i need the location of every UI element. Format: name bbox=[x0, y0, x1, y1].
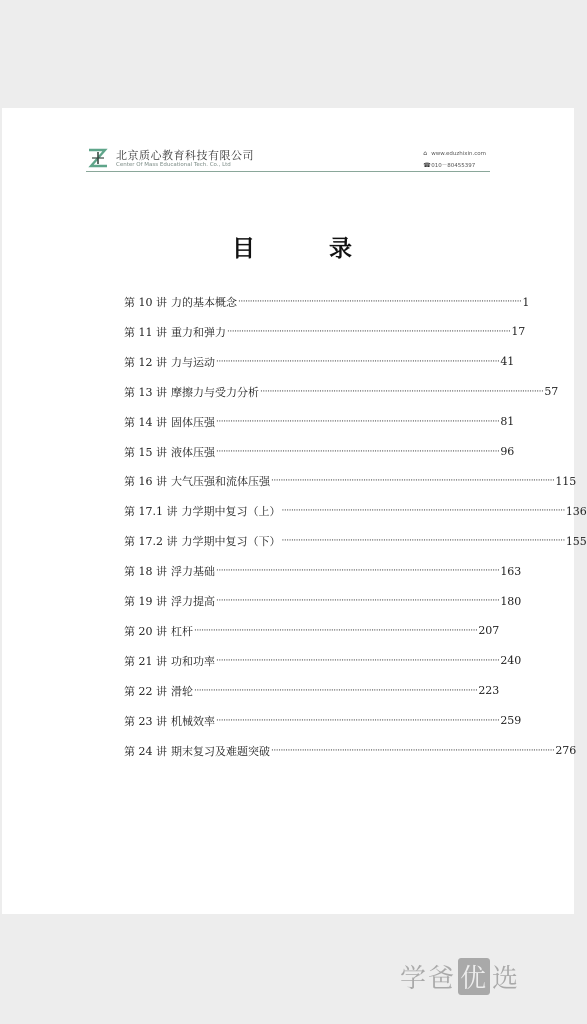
toc-title-char: 录 bbox=[329, 236, 352, 262]
toc-page-number: 223 bbox=[478, 684, 500, 698]
toc-lecture-number: 第 12 讲 bbox=[124, 355, 167, 369]
toc-leader-dots: ························································································································ bbox=[216, 356, 500, 367]
toc-lecture-number: 第 19 讲 bbox=[124, 595, 167, 608]
toc-page-number: 276 bbox=[555, 744, 577, 757]
toc-page-number: 96 bbox=[500, 445, 515, 458]
toc-entry bbox=[124, 384, 559, 400]
phone-icon: ☎ bbox=[423, 162, 431, 169]
toc-entry bbox=[124, 623, 500, 639]
toc-leader-dots: ························································································································ bbox=[271, 745, 555, 756]
toc-lecture-number: 第 17.1 讲 bbox=[124, 505, 178, 519]
toc-topic: 期末复习及难题突破 bbox=[171, 744, 270, 758]
toc-leader-dots: ························································································································ bbox=[227, 326, 511, 337]
toc-lecture-number: 第 17.2 讲 bbox=[124, 535, 178, 549]
website-text: www.eduzhixin.com bbox=[431, 151, 486, 157]
toc-lecture-number: 第 18 讲 bbox=[124, 565, 167, 579]
toc-entry bbox=[124, 324, 526, 340]
toc-page-number: 163 bbox=[500, 564, 522, 578]
toc-topic: 杠杆 bbox=[171, 624, 193, 638]
toc-page-number: 81 bbox=[500, 415, 515, 429]
toc-page-number: 57 bbox=[544, 385, 559, 399]
toc-leader-dots: ························································································································ bbox=[271, 476, 555, 487]
toc-lecture-number: 第 20 讲 bbox=[124, 624, 167, 638]
toc-topic: 力学期中复习（上） bbox=[181, 505, 281, 519]
toc-leader-dots: ························································································································ bbox=[216, 446, 500, 457]
toc-lecture-number: 第 11 讲 bbox=[124, 325, 167, 339]
toc-topic: 重力和弹力 bbox=[171, 325, 226, 339]
toc-topic: 力与运动 bbox=[171, 355, 215, 369]
toc-lecture-number: 第 22 讲 bbox=[124, 684, 167, 698]
toc-lecture-number: 第 15 讲 bbox=[124, 445, 167, 459]
toc-page-number: 115 bbox=[555, 474, 577, 488]
toc-topic: 液体压强 bbox=[171, 445, 215, 459]
toc-page-number: 136 bbox=[565, 504, 587, 518]
toc-lecture-number: 第 21 讲 bbox=[124, 654, 167, 668]
toc-title-char: 目 bbox=[232, 236, 255, 262]
toc-leader-dots: ························································································································ bbox=[260, 386, 544, 397]
watermark-highlight: 优 bbox=[458, 958, 490, 995]
toc-topic: 力学期中复习（下） bbox=[181, 535, 281, 549]
toc-topic: 大气压强和流体压强 bbox=[171, 475, 270, 489]
toc-leader-dots: ························································································································ bbox=[216, 566, 500, 577]
toc-page-number: 155 bbox=[565, 534, 587, 548]
toc-entry bbox=[124, 444, 515, 460]
toc-entry bbox=[124, 414, 515, 430]
toc-leader-dots: ························································································································ bbox=[216, 655, 500, 666]
toc-entry bbox=[124, 653, 522, 669]
company-logo-icon bbox=[86, 146, 110, 170]
watermark-text: 学爸 bbox=[400, 963, 457, 994]
toc-entry bbox=[124, 503, 587, 519]
toc-entry bbox=[124, 683, 500, 699]
toc-topic: 机械效率 bbox=[171, 714, 215, 728]
toc-topic: 力的基本概念 bbox=[171, 296, 237, 309]
toc-entry bbox=[124, 354, 515, 370]
toc-topic: 浮力基础 bbox=[171, 565, 215, 579]
toc-leader-dots: ························································································································ bbox=[281, 536, 565, 547]
page-header bbox=[86, 146, 490, 172]
toc-lecture-number: 第 10 讲 bbox=[124, 296, 167, 309]
toc-entry bbox=[124, 563, 522, 579]
company-name-en: Center Of Mass Educational Tech. Co., Ltd bbox=[116, 162, 231, 168]
toc-entry bbox=[124, 533, 587, 549]
company-name-cn: 北京质心教育科技有限公司 bbox=[116, 149, 254, 162]
toc-leader-dots: ························································································································ bbox=[216, 715, 500, 726]
toc-entry bbox=[124, 473, 577, 489]
toc-leader-dots: ························································································································ bbox=[216, 416, 500, 427]
header-divider bbox=[86, 171, 490, 172]
toc-lecture-number: 第 24 讲 bbox=[124, 744, 167, 758]
toc-entry bbox=[124, 593, 522, 609]
toc-lecture-number: 第 23 讲 bbox=[124, 714, 167, 728]
toc-lecture-number: 第 14 讲 bbox=[124, 415, 167, 429]
phone-text: 010－80455397 bbox=[431, 163, 476, 169]
toc-page-number: 207 bbox=[478, 624, 500, 638]
watermark bbox=[400, 958, 520, 994]
toc-entry bbox=[124, 743, 577, 759]
toc-leader-dots: ························································································································ bbox=[194, 625, 478, 636]
toc-entry bbox=[124, 294, 530, 310]
toc-topic: 滑轮 bbox=[171, 684, 193, 698]
toc-lecture-number: 第 16 讲 bbox=[124, 475, 167, 489]
toc-entry bbox=[124, 713, 522, 729]
toc-leader-dots: ························································································································ bbox=[216, 596, 500, 606]
toc-page-number: 180 bbox=[500, 594, 522, 608]
toc-page-number: 240 bbox=[500, 654, 522, 668]
toc-page-number: 259 bbox=[500, 714, 522, 728]
toc-leader-dots: ························································································································ bbox=[238, 297, 522, 307]
toc-leader-dots: ························································································································ bbox=[194, 685, 478, 696]
toc-topic: 摩擦力与受力分析 bbox=[171, 385, 259, 399]
toc-leader-dots: ························································································································ bbox=[281, 506, 565, 517]
toc-page-number: 17 bbox=[511, 325, 526, 339]
watermark-text: 选 bbox=[492, 963, 521, 994]
toc-page-number: 1 bbox=[522, 295, 530, 309]
toc-topic: 浮力提高 bbox=[171, 595, 215, 608]
contact-info bbox=[423, 148, 486, 172]
home-icon: ⌂ bbox=[423, 150, 428, 157]
toc-title bbox=[232, 230, 352, 264]
toc-topic: 功和功率 bbox=[171, 654, 215, 668]
toc-lecture-number: 第 13 讲 bbox=[124, 385, 167, 399]
toc-page-number: 41 bbox=[500, 355, 515, 369]
toc-topic: 固体压强 bbox=[171, 415, 215, 429]
